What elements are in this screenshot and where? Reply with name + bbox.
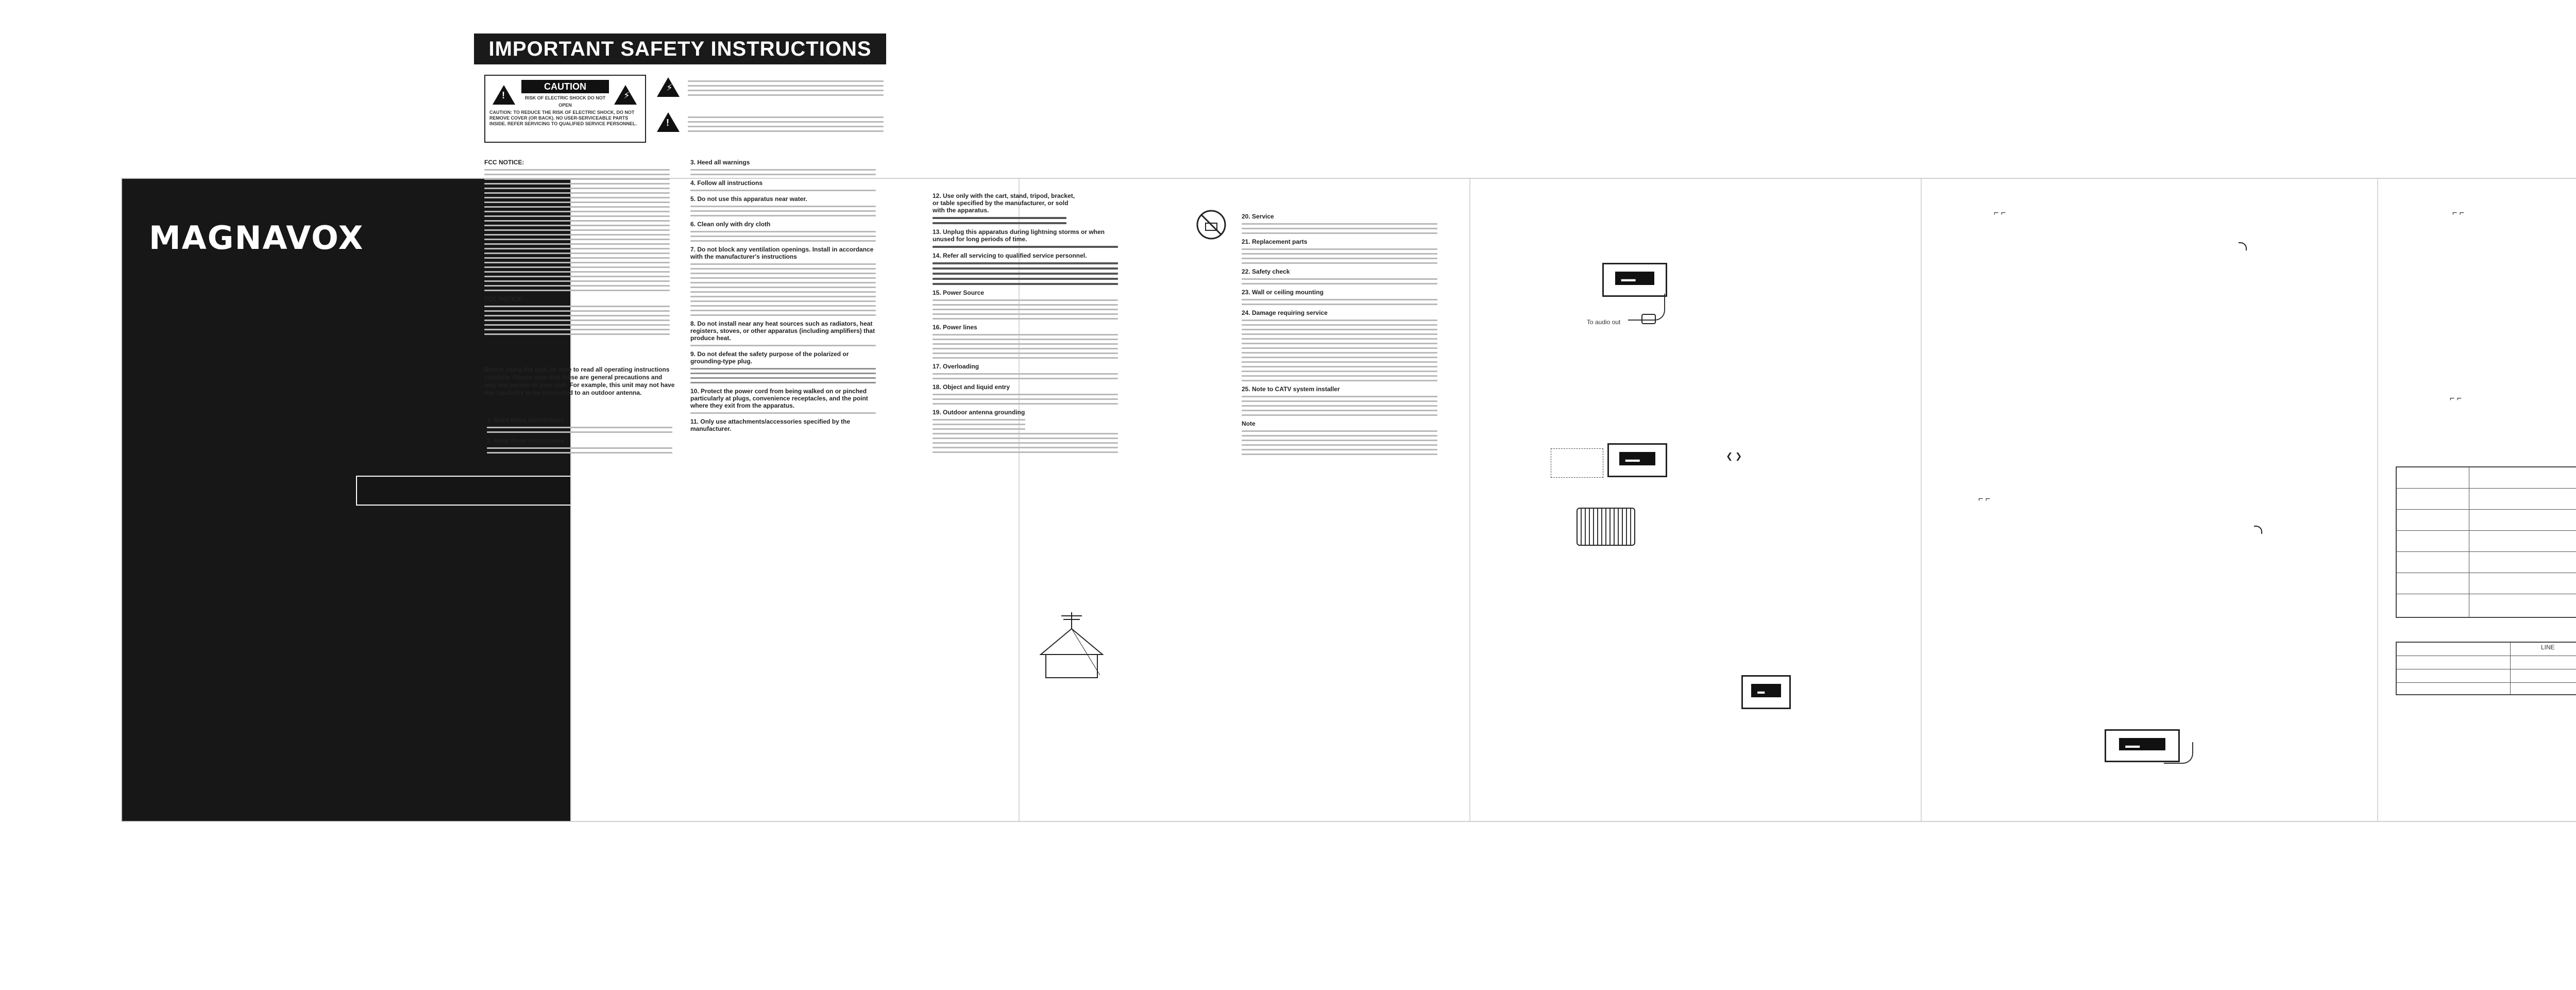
step-marks-4: ⌐ ⌐	[2450, 394, 2462, 403]
caution-text: CAUTION: TO REDUCE THE RISK OF ELECTRIC SHOCK, DO NOT REMOVE COVER (OR BACK). NO USER-SERVICEABLE PARTS INSIDE. REFER SERVICING TO QUALIFIED SERVICE PERSONNEL.	[489, 110, 637, 126]
brand-logo: MAGNAVOX	[149, 219, 364, 257]
fcc-heading: FCC NOTICE:	[484, 159, 524, 166]
connector-panel	[1551, 448, 1603, 478]
caution-box	[484, 75, 646, 143]
table-2-caption: LINE	[2541, 644, 2555, 651]
exclamation-symbol-icon: !	[657, 112, 680, 132]
safety-title: IMPORTANT SAFETY INSTRUCTIONS	[474, 33, 886, 64]
device-illustration-3: ▬	[1741, 675, 1791, 709]
diagram-panel-1	[1470, 179, 1922, 821]
warning-triangle-icon: !	[493, 85, 515, 105]
items-col-1b: 3. Heed all warnings 4. Follow all instructions 5. Do not use this apparatus near water. 6. Clean only with dry cloth 7. Do not block any ventilation openings. Install in accordance with the manufacturer's instructions 8. Do not install near any heat sources such as radiators, heat registers, stoves, or other apparatus (including amplifiers) that produce heat. 9. Do not defeat the safety purpose of the polarized or grounding-type plug. 10. Protect the power cord from being walked on or pinched particularly at plugs, convenience receptacles, and the point where they exit from the apparatus. 11. Only use attachments/accessories specified by the manufacturer.	[690, 159, 875, 432]
caution-label: CAUTION	[521, 80, 609, 93]
antenna-grounding-icon	[1030, 608, 1113, 680]
items-col-2: 12. Use only with the cart, stand, tripod, bracket, or table specified by the manufacturer, or sold with the apparatus. 13. Unplug this apparatus during lightning storms or when unused for long periods of time. 14. Refer all servicing to qualified service personnel. 15. Power Source 16. Power lines 17. Overloading 18. Object and liquid entry 19. Outdoor antenna grounding	[933, 188, 1118, 456]
diagram-marks: ❮ ❯	[1726, 452, 1742, 461]
items-col-3: 20. Service 21. Replacement parts 22. Safety check 23. Wall or ceiling mounting 24. Damage requiring service 25. Note to CATV system installer Note	[1242, 209, 1437, 458]
step-marks-1: ⌐ ⌐	[1994, 209, 2006, 217]
intro-bold: Before using the unit, be sure to read all operating instructions carefully. Please note that these are general precautions and may not pertain to your unit. For example, this unit may not have the capability to be connected to an outdoor antenna.	[484, 366, 675, 396]
aux-caption: To audio out	[1587, 318, 1621, 326]
no-cart-icon	[1195, 209, 1227, 241]
cable-2	[2164, 742, 2193, 764]
fcc-notice	[484, 155, 670, 338]
note-heading: Note	[1242, 420, 1256, 427]
items-col-1a: 1. Read these instructions 2. Keep these instructions	[487, 412, 672, 457]
fcc-heading-2: FCC NOTICE:	[484, 295, 524, 303]
device-illustration-2: ▬▬	[1607, 443, 1667, 477]
lightning-triangle-icon: ⚡	[614, 85, 637, 105]
step-marks-3: ⌐ ⌐	[2452, 209, 2465, 217]
spec-table	[2396, 466, 2576, 618]
caution-sub: RISK OF ELECTRIC SHOCK DO NOT OPEN	[524, 95, 606, 108]
keypad-illustration	[1577, 508, 1635, 546]
device-illustration-1: ▬▬	[1602, 263, 1667, 297]
lightning-symbol-icon: ⚡	[657, 77, 680, 97]
device-illustration-4: ▬▬	[2105, 729, 2180, 762]
symbol-explanation	[657, 77, 884, 128]
cover-black-bar	[357, 477, 570, 505]
phone-icon	[1641, 313, 1656, 325]
step-marks-2: ⌐ ⌐	[1978, 495, 1991, 504]
spec-table-2	[2396, 642, 2576, 695]
